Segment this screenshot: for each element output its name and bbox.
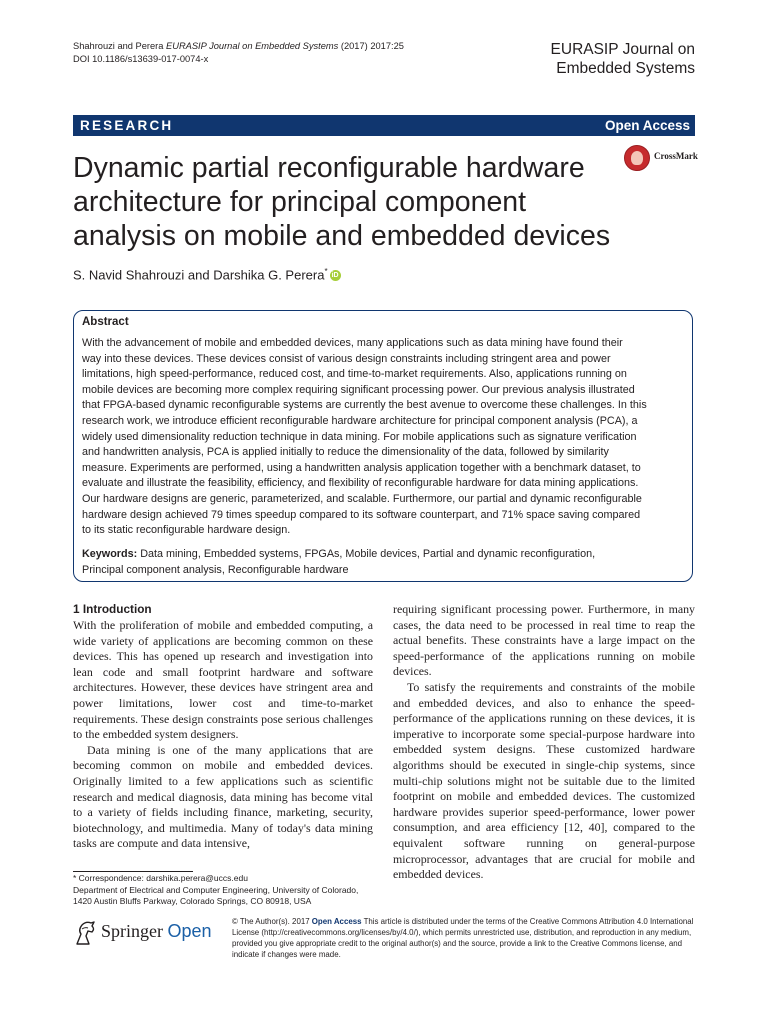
license-prefix: © The Author(s). 2017 <box>232 917 312 926</box>
paragraph: With the proliferation of mobile and embedded computing, a wide variety of applications are becoming common on these devices. This has opened up research and investigation into lean code and small footprint hardware and software architectures. However, these devices have stringent area and power limitations, lower cost and time-to-market requirements. These design constraints pose serious challenges to the embedded system designers. <box>73 618 373 742</box>
abstract-line: and handwritten analysis, PCA is applied initially to reduce the dimensionality of the data, followed by similarity <box>82 446 609 459</box>
springer-open-logo <box>73 920 223 948</box>
crossmark-icon <box>624 145 650 171</box>
abstract-line: With the advancement of mobile and embedded devices, many applications such as data mining have found their <box>82 337 623 349</box>
crossmark-badge[interactable] <box>624 145 704 173</box>
keywords-label: Keywords: <box>82 548 138 560</box>
journal-name-line2: Embedded Systems <box>556 60 695 77</box>
correspondence-footnote <box>73 873 383 908</box>
abstract-heading: Abstract <box>82 316 129 328</box>
paragraph: Data mining is one of the many applications that are becoming common on mobile and embedded devices. Originally limited to a few applications such as scientific research and medical diagnosis, data mining has become vital to a variety of fields including finance, marketing, security, biotechnology, and multimedia. Many of today's data mining tasks are compute and data intensive, <box>73 742 373 851</box>
publisher-open: Open <box>167 921 212 941</box>
author-names: S. Navid Shahrouzi and Darshika G. Perera <box>73 267 325 283</box>
abstract-line: way into these devices. These devices consist of various design constraints including stringent area and power <box>82 352 611 365</box>
citation-journal: EURASIP Journal on Embedded Systems <box>166 41 339 51</box>
orcid-icon[interactable]: iD <box>331 272 339 280</box>
body-column-left <box>73 618 373 852</box>
abstract-line: to its static reconfigurable hardware design. <box>82 524 291 537</box>
keywords <box>82 547 686 578</box>
affiliation-line: 1420 Austin Bluffs Parkway, Colorado Springs, CO 80918, USA <box>73 896 312 907</box>
citation-header <box>73 40 473 66</box>
doi[interactable]: DOI 10.1186/s13639-017-0074-x <box>73 54 209 64</box>
abstract-line: mobile devices are becoming more complex requiring significant processing power. Our previous analysis illustrated <box>82 383 635 396</box>
correspondence-email[interactable]: * Correspondence: darshika.perera@uccs.edu <box>73 873 248 883</box>
title-line: architecture for principal component <box>73 186 527 218</box>
keywords-line1: Data mining, Embedded systems, FPGAs, Mobile devices, Partial and dynamic reconfiguration, <box>137 548 596 560</box>
publisher-word: Springer <box>101 921 163 941</box>
article-title <box>73 151 613 253</box>
body-column-right <box>393 602 695 883</box>
abstract-line: hardware design achieved 79 times speedup compared to its software counterpart, and 71% space saving compared <box>82 508 641 521</box>
title-line: Dynamic partial reconfigurable hardware <box>73 152 585 184</box>
license-text: This article is distributed under the terms of the Creative Commons Attribution 4.0 International License (http://creativecommons.org/licenses/by/4.0/), which permits unrestricted use, distribution, and reproduction in any medium, provided you give appropriate credit to the original author(s) and the source, provide a link to the Creative Commons license, and indicate if changes were made. <box>232 917 694 959</box>
abstract-line: measure. Experiments are performed, using a handwritten analysis application together with a benchmark dataset, to <box>82 461 641 474</box>
citation-year: (2017) 2017:25 <box>338 41 404 51</box>
keywords-line2: Principal component analysis, Reconfigurable hardware <box>82 563 349 576</box>
journal-name <box>520 40 695 78</box>
license-statement <box>232 916 697 960</box>
abstract-line: Our hardware designs are generic, parameterized, and scalable. Furthermore, our partial and dynamic reconfigurable <box>82 492 642 505</box>
paragraph: requiring significant processing power. Furthermore, in many cases, the data need to be processed in real time to reap the actual benefits. These constraints have a large impact on the speed-performance of the applications running on mobile devices. <box>393 602 695 679</box>
abstract-line: limitations, high speed-performance, reduced cost, and time-to-market requirements. Also, applications running on <box>82 368 627 381</box>
section-heading: 1 Introduction <box>73 602 152 616</box>
license-open-access: Open Access <box>311 917 362 926</box>
springer-horse-icon <box>73 920 97 946</box>
abstract-line: evaluate and illustrate the feasibility, efficiency, and flexibility of reconfigurable hardware for data mining applications. <box>82 477 639 490</box>
open-access-label: Open Access <box>604 118 690 133</box>
author-list <box>73 263 341 284</box>
abstract-line: that FPGA-based dynamic reconfigurable systems are currently the best avenue to overcome these challenges. In this <box>82 399 647 412</box>
crossmark-label: CrossMark <box>654 151 698 161</box>
title-line: analysis on mobile and embedded devices <box>73 220 611 252</box>
journal-name-line1: EURASIP Journal on <box>550 41 695 58</box>
abstract-line: widely used dimensionality reduction technique in data mining. For mobile applications such as signature verification <box>82 430 637 443</box>
corresponding-mark: * <box>324 267 328 276</box>
affiliation-line: Department of Electrical and Computer Engineering, University of Colorado, <box>73 884 359 895</box>
abstract-line: research work, we introduce efficient reconfigurable hardware architecture for principal component analysis (PCA), a <box>82 414 638 427</box>
paragraph: To satisfy the requirements and constraints of the mobile and embedded devices, and also to enhance the speed-performance of the applications running on these devices, it is imperative to incorporate some special-purpose hardware into embedded system designs. These customized hardware algorithms should be executed in single-chip systems, since multi-chip solutions might not be suitable due to the limited footprint on mobile and embedded devices. The customized hardware provides superior speed-performance, lower power consumption, and area efficiency [12, 40], compared to the equivalent software running on general-purpose microprocessor, advantages that are crucial for mobile and embedded devices. <box>393 679 695 882</box>
abstract-text <box>82 336 686 539</box>
footnote-rule <box>73 871 193 872</box>
citation-authors: Shahrouzi and Perera <box>73 41 167 51</box>
article-type-label: RESEARCH <box>80 118 174 133</box>
